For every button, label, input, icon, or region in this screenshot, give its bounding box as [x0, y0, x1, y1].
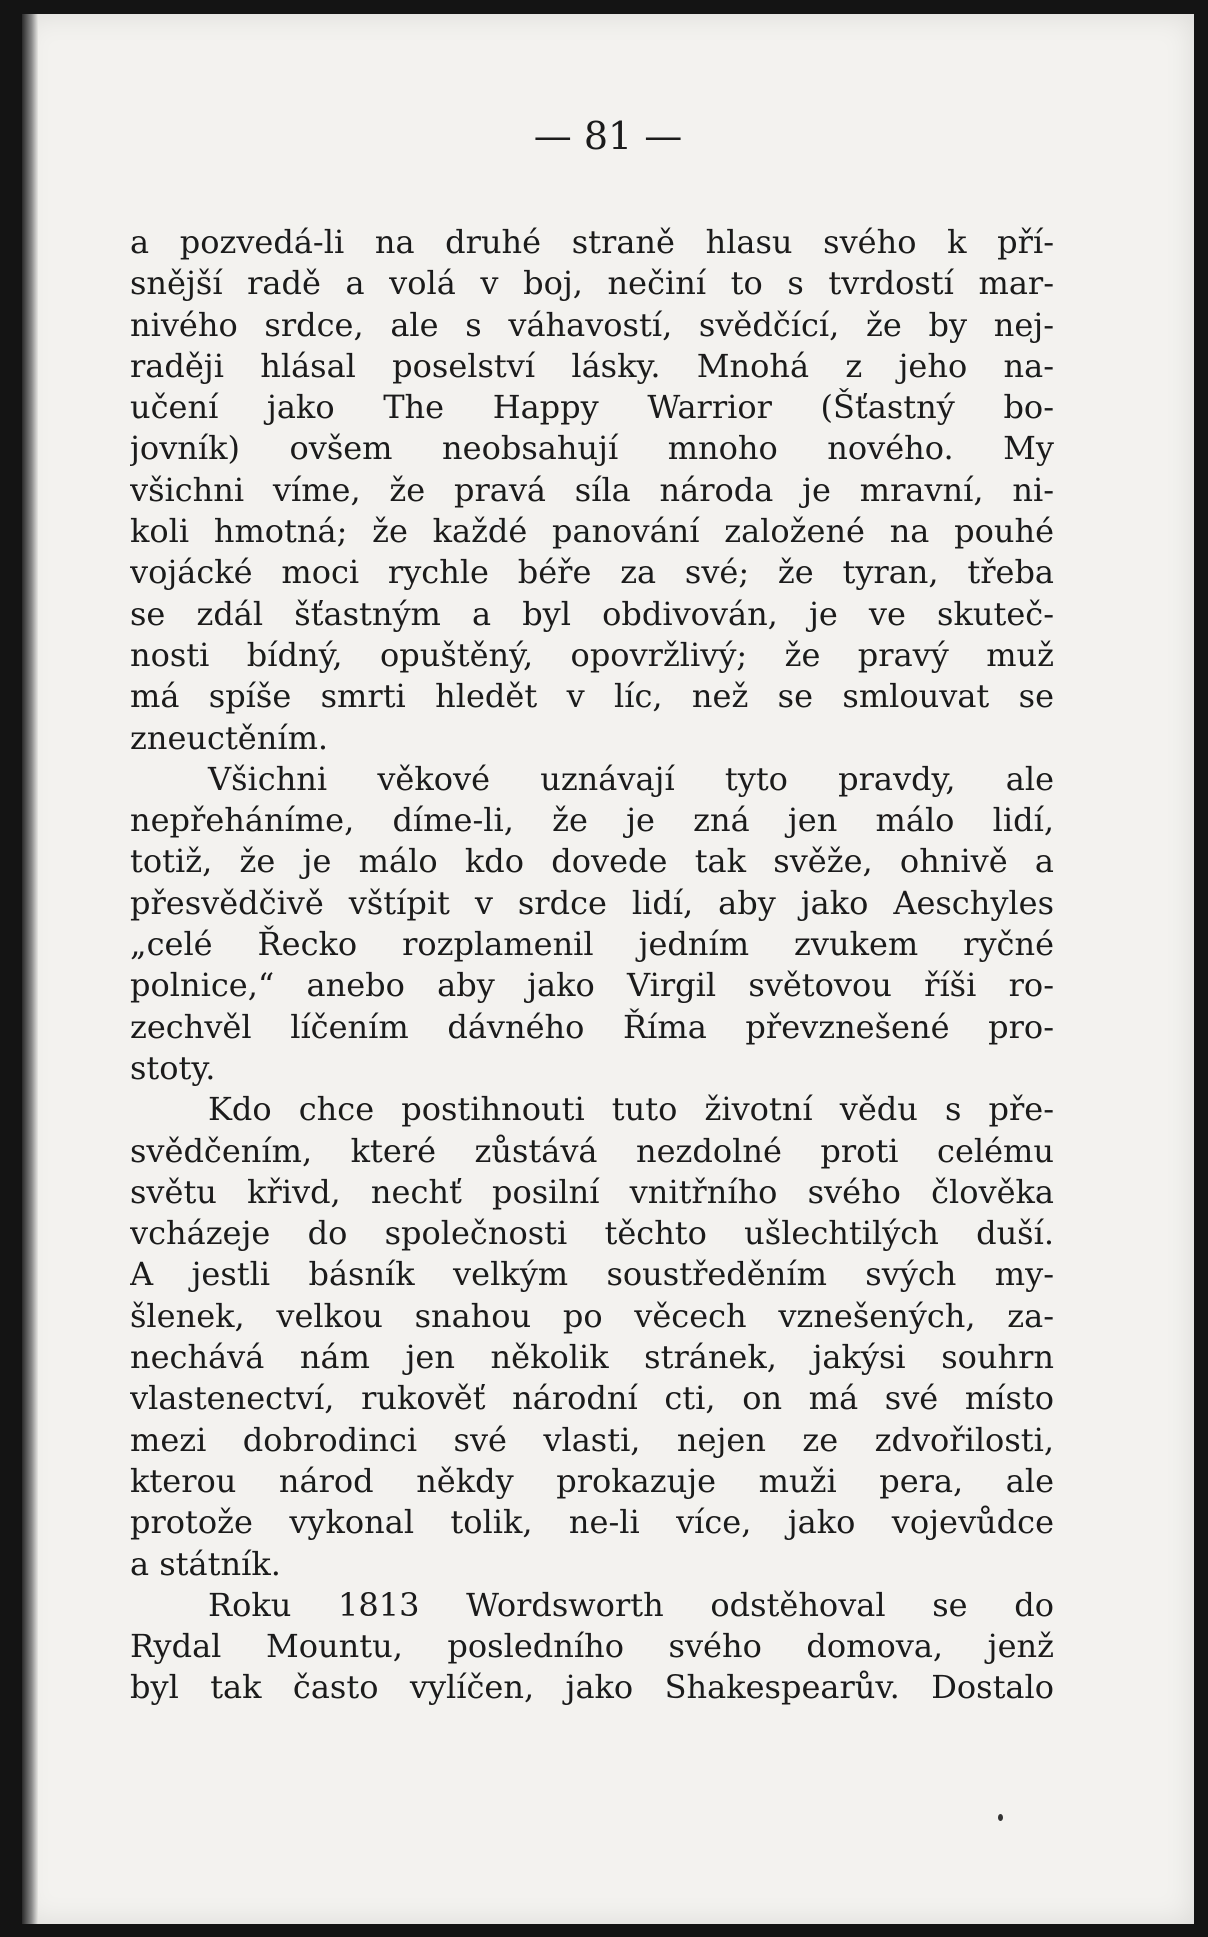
text-line: a státník. — [130, 1544, 281, 1583]
text-line: se zdál šťastným a byl obdivován, je ve skuteč- — [130, 594, 1054, 633]
text-line: vojácké moci rychle béře za své; že tyran, třeba — [130, 553, 1054, 592]
text-line: raději hlásal poselství lásky. Mnohá z jeho na- — [130, 346, 1054, 385]
ink-speck — [998, 1814, 1003, 1821]
text-line: vcházeje do společnosti těchto ušlechtilých duší. — [130, 1214, 1054, 1253]
text-line: zneuctěním. — [130, 718, 329, 757]
text-line: světu křivd, nechť posilní vnitřního svého člověka — [130, 1172, 1054, 1211]
text-line: nosti bídný, opuštěný, opovržlivý; že pravý muž — [130, 635, 1054, 674]
text-line: polnice,“ anebo aby jako Virgil světovou říši ro- — [130, 966, 1054, 1005]
text-line: učení jako The Happy Warrior (Šťastný bo- — [130, 388, 1054, 427]
text-line: má spíše smrti hledět v líc, než se smlouvat se — [130, 677, 1054, 716]
text-line: kterou národ někdy prokazuje muži pera, ale — [130, 1461, 1054, 1500]
text-line: nepřeháníme, díme-li, že je zná jen málo lidí, — [130, 801, 1054, 840]
text-line: zechvěl líčením dávného Říma převznešené pro- — [130, 1007, 1054, 1046]
text-line: vlastenectví, rukověť národní cti, on má své místo — [130, 1379, 1054, 1418]
text-line: šlenek, velkou snahou po věcech vznešených, za- — [130, 1296, 1054, 1335]
text-line: přesvědčivě vštípit v srdce lidí, aby jako Aeschyles — [130, 883, 1054, 922]
text-line: protože vykonal tolik, ne-li více, jako vojevůdce — [130, 1503, 1054, 1542]
text-line: A jestli básník velkým soustředěním svých my- — [130, 1255, 1054, 1294]
text-line: Roku 1813 Wordsworth odstěhoval se do — [208, 1585, 1054, 1624]
text-line: „celé Řecko rozplamenil jedním zvukem ryčné — [130, 925, 1054, 964]
book-spine-edge — [22, 14, 38, 1924]
text-line: koli hmotná; že každé panování založené na pouhé — [130, 512, 1054, 551]
text-line: totiž, že je málo kdo dovede tak svěže, ohnivě a — [130, 842, 1054, 881]
text-line: Kdo chce postihnouti tuto životní vědu s pře- — [208, 1090, 1054, 1129]
body-text — [130, 222, 1054, 1709]
text-line: svědčením, které zůstává nezdolné proti celému — [130, 1131, 1054, 1170]
text-line: Rydal Mountu, posledního svého domova, jenž — [130, 1627, 1054, 1666]
text-line: Všichni věkové uznávají tyto pravdy, ale — [208, 759, 1054, 798]
text-line: nivého srdce, ale s váhavostí, svědčící, že by nej- — [130, 305, 1054, 344]
text-line: mezi dobrodinci své vlasti, nejen ze zdvořilosti, — [130, 1420, 1054, 1459]
page-number: — 81 — — [533, 114, 683, 158]
text-line: všichni víme, že pravá síla národa je mravní, ni- — [130, 470, 1054, 509]
text-line: snější radě a volá v boj, nečiní to s tvrdostí mar- — [130, 264, 1054, 303]
text-line: stoty. — [130, 1048, 216, 1087]
text-line: nechává nám jen několik stránek, jakýsi souhrn — [130, 1338, 1054, 1377]
book-page — [22, 14, 1194, 1924]
text-line: jovník) ovšem neobsahují mnoho nového. My — [130, 429, 1054, 468]
text-line: byl tak často vylíčen, jako Shakespearův. Dostalo — [130, 1668, 1054, 1707]
text-line: a pozvedá-li na druhé straně hlasu svého k pří- — [130, 223, 1054, 261]
